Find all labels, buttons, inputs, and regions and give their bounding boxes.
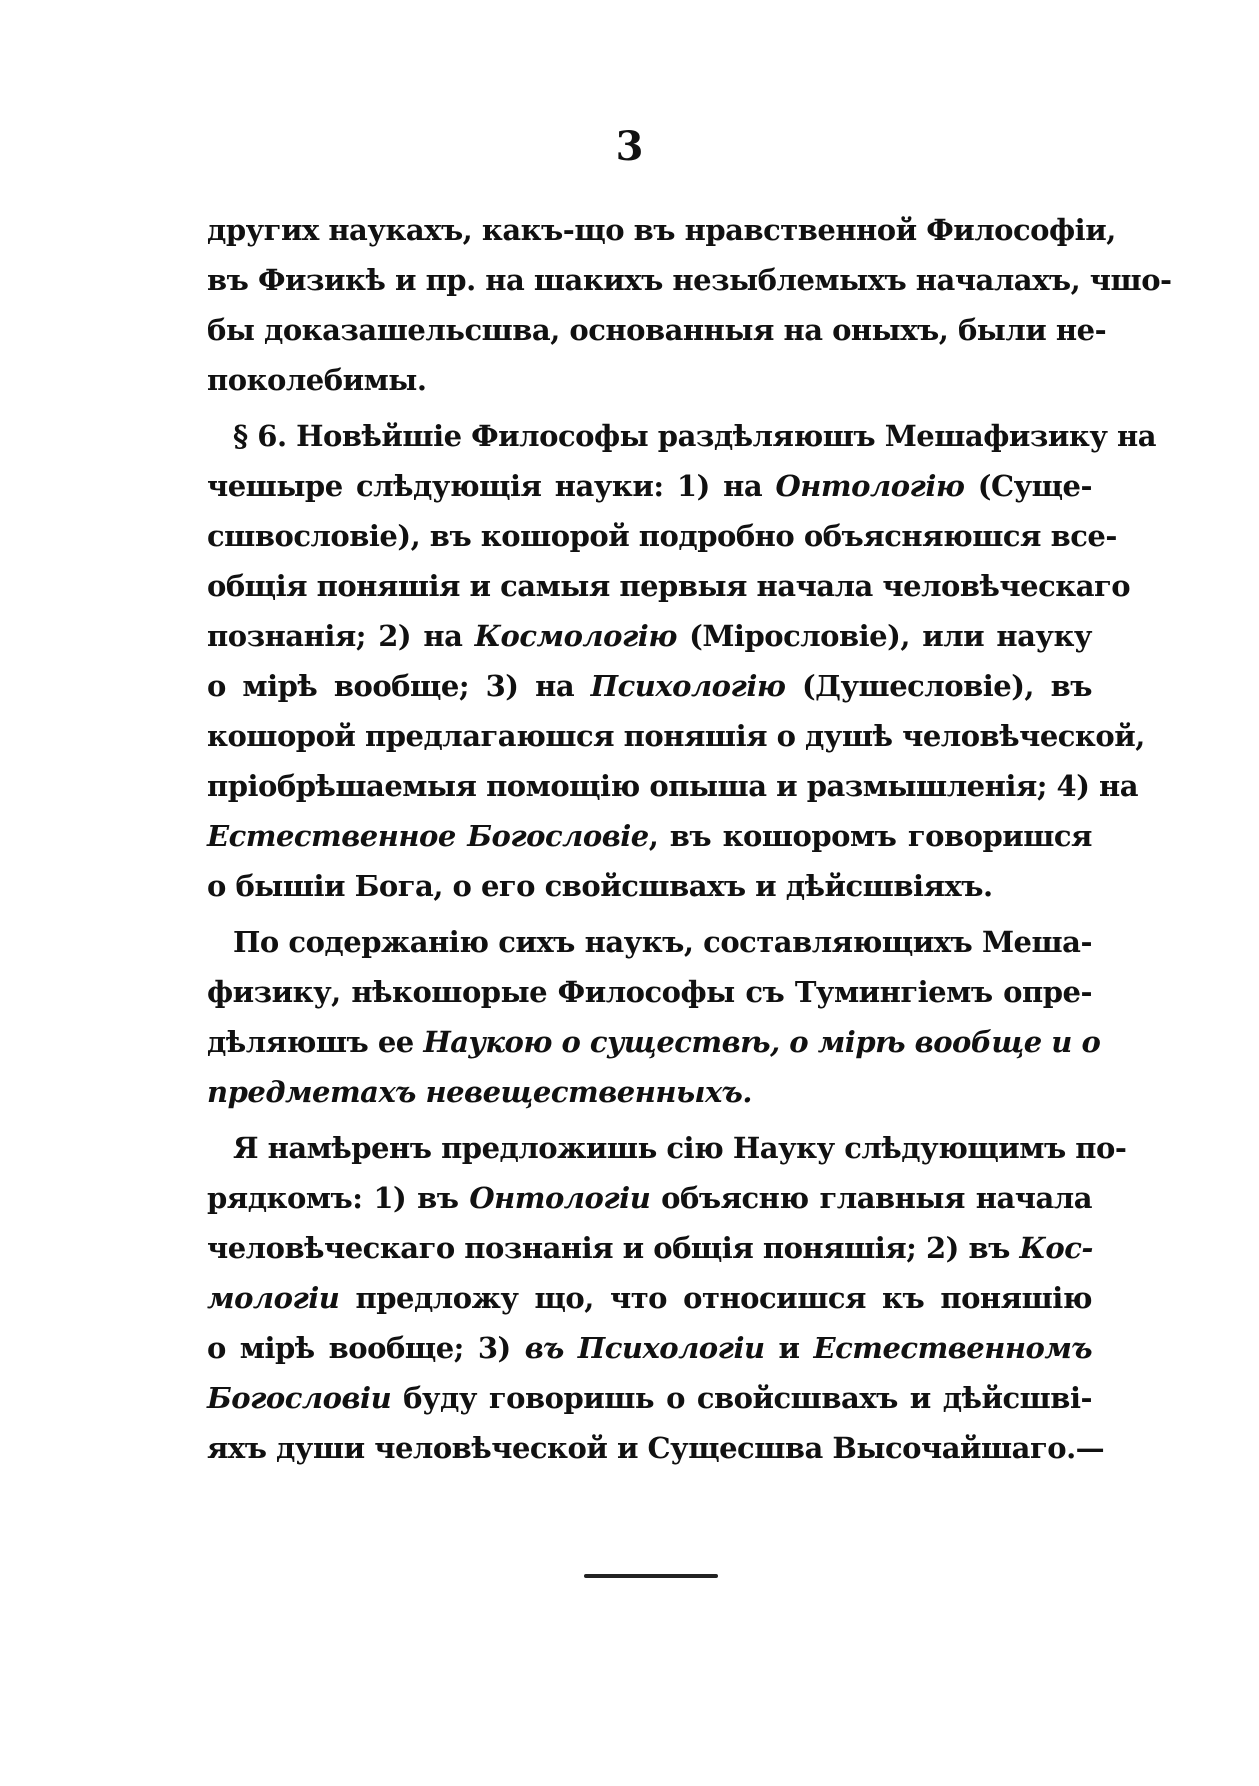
- text-segment: о мірѣ вообще; 3) на: [207, 669, 591, 703]
- text-line: [207, 205, 1116, 255]
- paragraph: [207, 411, 1157, 911]
- text-segment: (Суще-: [964, 469, 1092, 503]
- italic-term: Богословіи: [207, 1381, 392, 1415]
- text-segment: и: [764, 1331, 814, 1365]
- text-segment: рядкомъ: 1) въ: [207, 1181, 470, 1215]
- text-line: [207, 1323, 1092, 1373]
- text-line: [207, 561, 1131, 611]
- text-segment: общія поняшія и самыя первыя начала человѣческаго: [207, 569, 1131, 603]
- text-line: [207, 511, 1117, 561]
- text-segment: По содержанію сихъ наукъ, составляющихъ Меша-: [233, 925, 1092, 959]
- text-segment: , въ кошоромъ говоришся: [648, 819, 1092, 853]
- text-line: [207, 1017, 1101, 1067]
- text-line: [207, 811, 1092, 861]
- italic-term: Космологію: [474, 619, 677, 653]
- text-line: [207, 917, 1092, 967]
- text-segment: бы доказашельсшва, основанныя на оныхъ, были не-: [207, 313, 1107, 347]
- text-line: [207, 255, 1172, 305]
- italic-term: мологіи: [207, 1281, 340, 1315]
- text-segment: буду говоришь о свойсшвахъ и дѣйсшві-: [391, 1381, 1092, 1415]
- text-segment: предложу що, что относишся къ поняшію: [339, 1281, 1092, 1315]
- text-segment: о бышіи Бога, о его свойсшвахъ и дѣйсшвіяхъ.: [207, 869, 993, 903]
- text-segment: о мірѣ вообще; 3): [207, 1331, 525, 1365]
- text-segment: дѣляюшъ ее: [207, 1025, 424, 1059]
- text-line: [207, 1123, 1127, 1173]
- italic-term: Кос-: [1019, 1231, 1093, 1265]
- text-segment: поколебимы.: [207, 363, 427, 397]
- text-segment: (Мірословіе), или науку: [676, 619, 1092, 653]
- text-segment: познанія; 2) на: [207, 619, 475, 653]
- text-segment: яхъ души человѣческой и Сущесшва Высочайшаго.—: [207, 1431, 1105, 1465]
- text-line: [207, 1423, 1105, 1473]
- text-line: [207, 967, 1092, 1017]
- body-text: [207, 205, 1172, 1473]
- text-line: [207, 355, 1092, 405]
- italic-term: Наукою о существѣ, о мірѣ вообще и о: [423, 1025, 1101, 1059]
- text-line: [207, 305, 1107, 355]
- text-line: [207, 1173, 1092, 1223]
- text-segment: въ Физикѣ и пр. на шакихъ незыблемыхъ началахъ, чшо-: [207, 263, 1172, 297]
- text-line: [207, 611, 1092, 661]
- text-segment: Я намѣренъ предложишь сію Науку слѣдующимъ по-: [233, 1131, 1127, 1165]
- text-segment: кошорой предлагаюшся поняшія о душѣ человѣческой,: [207, 719, 1145, 753]
- italic-term: Психологію: [590, 669, 786, 703]
- text-line: [207, 761, 1139, 811]
- text-segment: объясню главныя начала: [650, 1181, 1093, 1215]
- paragraph: [207, 205, 1172, 405]
- page-number: 3: [615, 123, 644, 170]
- text-line: [207, 461, 1092, 511]
- end-ornament-rule: [584, 1574, 718, 1578]
- text-line: [207, 1373, 1092, 1423]
- text-segment: других наукахъ, какъ-що въ нравственной Философіи,: [207, 213, 1116, 247]
- italic-term: Естественное Богословіе: [207, 819, 649, 853]
- text-line: [207, 661, 1092, 711]
- text-segment: пріобрѣшаемыя помощію опыша и размышленія; 4) на: [207, 769, 1139, 803]
- text-line: [207, 1273, 1092, 1323]
- italic-term: Онтологію: [775, 469, 965, 503]
- text-line: [207, 1223, 1092, 1273]
- text-line: [207, 1067, 1092, 1117]
- text-line: [207, 411, 1157, 461]
- italic-term: Естественномъ: [813, 1331, 1093, 1365]
- italic-term: въ Психологіи: [524, 1331, 765, 1365]
- text-segment: чешыре слѣдующія науки: 1) на: [207, 469, 776, 503]
- italic-term: предметахъ невещественныхъ.: [207, 1075, 752, 1109]
- text-segment: § 6. Новѣйшіе Философы раздѣляюшъ Мешафизику на: [233, 419, 1157, 453]
- text-segment: человѣческаго познанія и общія поняшія; 2) въ: [207, 1231, 1020, 1265]
- italic-term: Онтологіи: [469, 1181, 651, 1215]
- text-line: [207, 861, 1092, 911]
- paragraph: [207, 1123, 1127, 1473]
- text-segment: физику, нѣкошорые Философы съ Тумингіемъ опре-: [207, 975, 1092, 1009]
- text-segment: (Душесловіе), въ: [785, 669, 1092, 703]
- text-line: [207, 711, 1145, 761]
- paragraph: [207, 917, 1101, 1117]
- text-segment: сшвословіе), въ кошорой подробно объясняюшся все-: [207, 519, 1117, 553]
